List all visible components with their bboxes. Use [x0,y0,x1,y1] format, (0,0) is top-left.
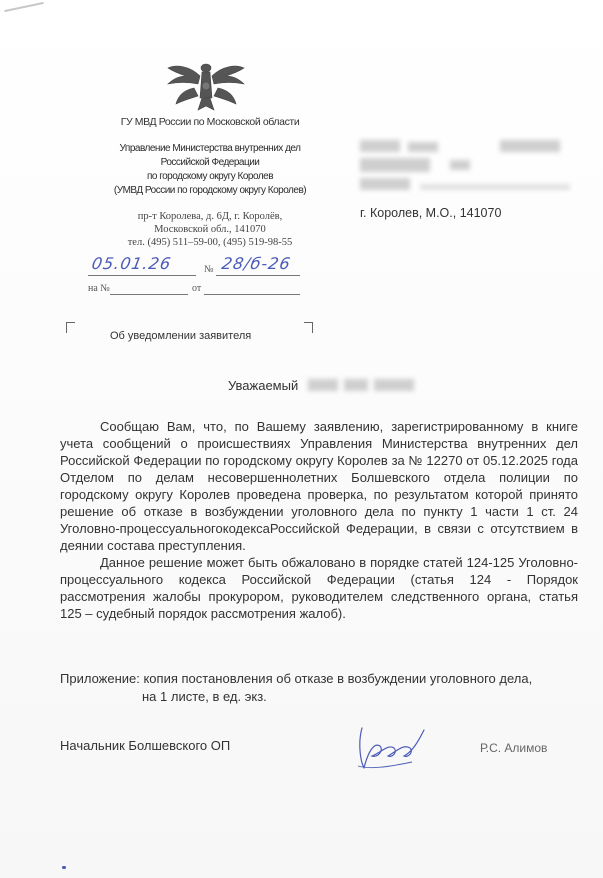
subject-line: Об уведомлении заявителя [110,330,252,342]
greeting: Уважаемый [228,378,299,393]
signatory-role: Начальник Болшевского ОП [60,738,231,753]
handwritten-reg-number: 28/б-26 [220,254,293,273]
address-line: Московской обл., 141070 [154,224,266,235]
ref-from-underline [204,294,300,295]
address-block [60,210,360,249]
org-line: Управление Министерства внутренних дел [119,143,301,154]
ink-dot-mark [62,866,66,869]
organization-block [60,142,360,198]
body-paragraph: Сообщаю Вам, что, по Вашему заявлению, зарегистрированному в книге учета сообщений о происшествиях Управления Министерства внутренних дел Российской Федерации по городскому округу Королев за № 12270 от 05.12.2025 года Отделом по делам несовершеннолетних Болшевского отдела полиции по городскому округу Королев проведена проверка, по результатом которой принято решение об отказе в возбуждении уголовного дела по пункту 1 части 1 ст. 24 Уголовно-процессуальногокодексаРоссийской Федерации, в связи с отсутствием в деянии состава преступления. [60,419,578,553]
subject-bracket-right [304,322,313,333]
reg-date-underline [88,275,196,276]
appendix-line: на 1 листе, в ед. экз. [142,689,267,704]
body-paragraph: Данное решение может быть обжаловано в порядке статей 124-125 Уголовно-процессуального кодекса Российской Федерации (статья 124 - Порядок рассмотрения жалобы прокурором, руководителем следственного органа, статья 125 – судебный порядок рассмотрения жалоб). [60,555,578,621]
org-line: Российской Федерации [160,157,260,168]
letter-body [60,418,578,622]
address-line: тел. (495) 511–59-00, (495) 519-98-55 [127,237,293,248]
reg-number-label: № [204,264,214,275]
appendix [60,670,580,706]
ref-number-underline [110,294,188,295]
recipient-city-line: г. Королев, М.О., 141070 [360,206,502,220]
recipient-redacted [360,140,570,198]
handwritten-reg-date: 05.01.26 [90,254,173,273]
reg-number-underline [216,275,300,276]
subject-bracket-left [66,322,75,333]
address-line: пр-т Королева, д. 6Д, г. Королёв, [137,211,283,222]
agency-name: ГУ МВД России по Московской области [120,116,300,128]
signatory-name: Р.С. Алимов [480,741,548,755]
org-line: (УМВД России по городскому округу Королев) [113,185,307,196]
appendix-line: Приложение: копия постановления об отказе в возбуждении уголовного дела, [60,671,533,686]
ref-from-label: от [192,283,202,294]
ref-number-label: на № [88,283,110,294]
eagle-emblem-icon [164,58,248,114]
greeting-name-redacted [308,377,418,393]
handwritten-signature-icon [352,722,432,774]
org-line: по городскому округу Королев [146,171,274,182]
